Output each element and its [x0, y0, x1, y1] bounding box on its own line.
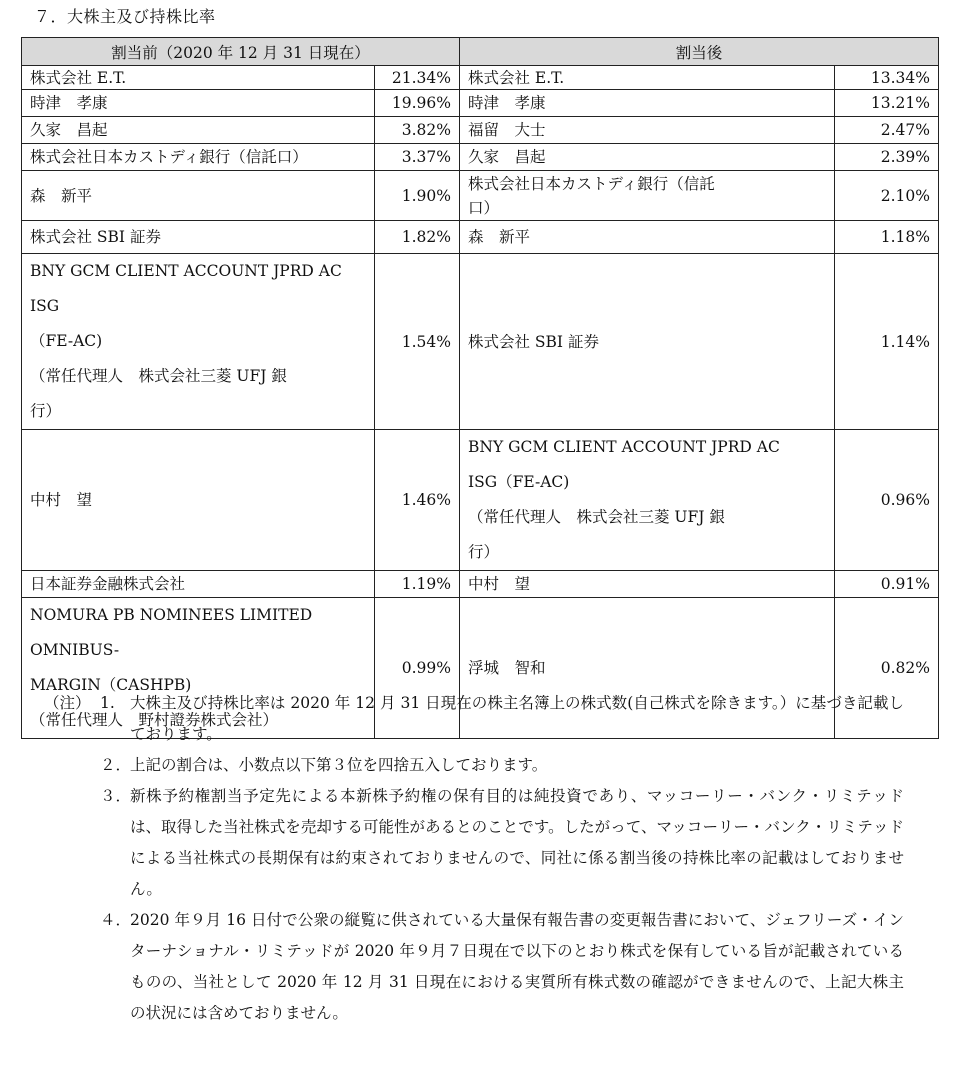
shareholder-name-before	[22, 254, 375, 430]
table-row	[22, 66, 939, 90]
name-line: 福留 大士	[468, 121, 546, 139]
note-text: 大株主及び持株比率は 2020 年 12 月 31 日現在の株主名簿上の株式数(自己株式を除きます。）に基づき記載しております。	[130, 694, 904, 743]
holding-ratio-after: 13.21%	[835, 90, 939, 117]
name-line: 株式会社 E.T.	[468, 68, 565, 87]
note-number: ３．	[100, 787, 132, 805]
name-line: 時津 孝康	[468, 94, 546, 112]
name-line: 浮城 智和	[468, 659, 546, 677]
note-item	[44, 750, 904, 781]
holding-ratio-before: 1.90%	[375, 171, 460, 221]
header-before-allocation: 割当前（2020 年 12 月 31 日現在）	[22, 38, 460, 66]
holding-ratio-after: 1.18%	[835, 221, 939, 254]
note-number: 1.	[100, 694, 115, 712]
note-label	[44, 905, 100, 1029]
note-text: 2020 年９月 16 日付で公衆の縦覧に供されている大量保有報告書の変更報告書において、ジェフリーズ・インターナショナル・リミテッドが 2020 年９月７日現在で以下のとおり株式を保有している旨が記載されているものの、当社として 2020 年 12 月 31 日現在における実質所有株式数の確認ができませんので、上記大株主の状況には含めておりません。	[130, 911, 904, 1022]
shareholder-name-before	[22, 66, 375, 90]
holding-ratio-after: 0.82%	[835, 598, 939, 739]
shareholder-name-after	[460, 171, 835, 221]
shareholder-name-before	[22, 117, 375, 144]
name-line: 森 新平	[30, 186, 93, 205]
shareholder-name-after	[460, 66, 835, 90]
header-after-allocation: 割当後	[460, 38, 939, 66]
name-line: 久家 昌起	[30, 121, 108, 139]
table-row	[22, 571, 939, 598]
note-number: ２．	[100, 756, 132, 774]
name-line: NOMURA PB NOMINEES LIMITED OMNIBUS-	[30, 606, 313, 659]
note-label	[44, 781, 100, 905]
name-line: （常任代理人 野村證券株式会社）	[30, 711, 279, 729]
section-title: ７．大株主及び持株比率	[34, 7, 216, 26]
name-line: 中村 望	[468, 575, 531, 593]
note-item	[44, 781, 904, 905]
name-line: （FE-AC)	[30, 332, 103, 350]
name-line: MARGIN（CASHPB)	[30, 676, 192, 694]
table-row	[22, 144, 939, 171]
shareholder-name-before	[22, 171, 375, 221]
table-row	[22, 254, 939, 430]
holding-ratio-after: 2.10%	[835, 171, 939, 221]
holding-ratio-before: 1.82%	[375, 221, 460, 254]
table-row	[22, 221, 939, 254]
name-line: 株式会社 SBI 証券	[468, 332, 599, 351]
shareholder-name-after	[460, 90, 835, 117]
major-shareholders-table	[21, 37, 939, 739]
name-line: 行）	[30, 402, 62, 420]
holding-ratio-before: 3.82%	[375, 117, 460, 144]
note-label	[44, 750, 100, 781]
name-line: BNY GCM CLIENT ACCOUNT JPRD AC	[468, 438, 780, 456]
holding-ratio-after: 2.39%	[835, 144, 939, 171]
holding-ratio-before: 0.99%	[375, 598, 460, 739]
name-line: 久家 昌起	[468, 148, 546, 166]
holding-ratio-after: 0.96%	[835, 430, 939, 571]
shareholder-name-before	[22, 430, 375, 571]
name-line: 口）	[468, 198, 500, 217]
table-row	[22, 117, 939, 144]
shareholder-name-before	[22, 221, 375, 254]
table-row	[22, 430, 939, 571]
holding-ratio-before: 1.54%	[375, 254, 460, 430]
shareholder-name-before	[22, 571, 375, 598]
note-text: 新株予約権割当予定先による本新株予約権の保有目的は純投資であり、マッコーリー・バンク・リミテッドは、取得した当社株式を売却する可能性があるとのことです。したがって、マッコーリー・バンク・リミテッドによる当社株式の長期保有は約束されておりませんので、同社に係る割当後の持株比率の記載はしておりません。	[130, 787, 904, 898]
note-number: ４．	[100, 911, 132, 929]
shareholder-name-after	[460, 254, 835, 430]
notes-section	[44, 688, 904, 1029]
holding-ratio-before: 21.34%	[375, 66, 460, 90]
note-item	[44, 688, 904, 750]
name-line: （常任代理人 株式会社三菱 UFJ 銀	[30, 367, 287, 385]
note-label: （注）	[44, 694, 91, 712]
name-line: 日本証券金融株式会社	[30, 575, 186, 593]
shareholder-name-after	[460, 221, 835, 254]
name-line: 株式会社 SBI 証券	[30, 228, 161, 246]
table-row	[22, 171, 939, 221]
table-body	[22, 66, 939, 739]
name-line: 時津 孝康	[30, 94, 108, 112]
shareholder-name-after	[460, 117, 835, 144]
table-row	[22, 90, 939, 117]
name-line: 森 新平	[468, 228, 531, 246]
name-line: BNY GCM CLIENT ACCOUNT JPRD AC ISG	[30, 262, 342, 315]
holding-ratio-before: 3.37%	[375, 144, 460, 171]
name-line: ISG（FE-AC)	[468, 473, 570, 491]
holding-ratio-after: 1.14%	[835, 254, 939, 430]
name-line: 株式会社 E.T.	[30, 68, 127, 87]
holding-ratio-after: 0.91%	[835, 571, 939, 598]
shareholder-name-after	[460, 144, 835, 171]
table-header-row	[22, 38, 939, 66]
holding-ratio-after: 13.34%	[835, 66, 939, 90]
shareholder-name-after	[460, 571, 835, 598]
name-line: 行）	[468, 543, 500, 561]
name-line: （常任代理人 株式会社三菱 UFJ 銀	[468, 508, 725, 526]
holding-ratio-before: 1.19%	[375, 571, 460, 598]
note-text: 上記の割合は、小数点以下第３位を四捨五入しております。	[130, 756, 548, 774]
holding-ratio-before: 19.96%	[375, 90, 460, 117]
shareholder-name-after	[460, 430, 835, 571]
holding-ratio-after: 2.47%	[835, 117, 939, 144]
name-line: 中村 望	[30, 491, 93, 509]
holding-ratio-before: 1.46%	[375, 430, 460, 571]
shareholder-name-before	[22, 90, 375, 117]
note-item	[44, 905, 904, 1029]
shareholder-name-before	[22, 144, 375, 171]
name-line: 株式会社日本カストディ銀行（信託口）	[30, 148, 308, 166]
name-line: 株式会社日本カストディ銀行（信託	[468, 174, 715, 193]
